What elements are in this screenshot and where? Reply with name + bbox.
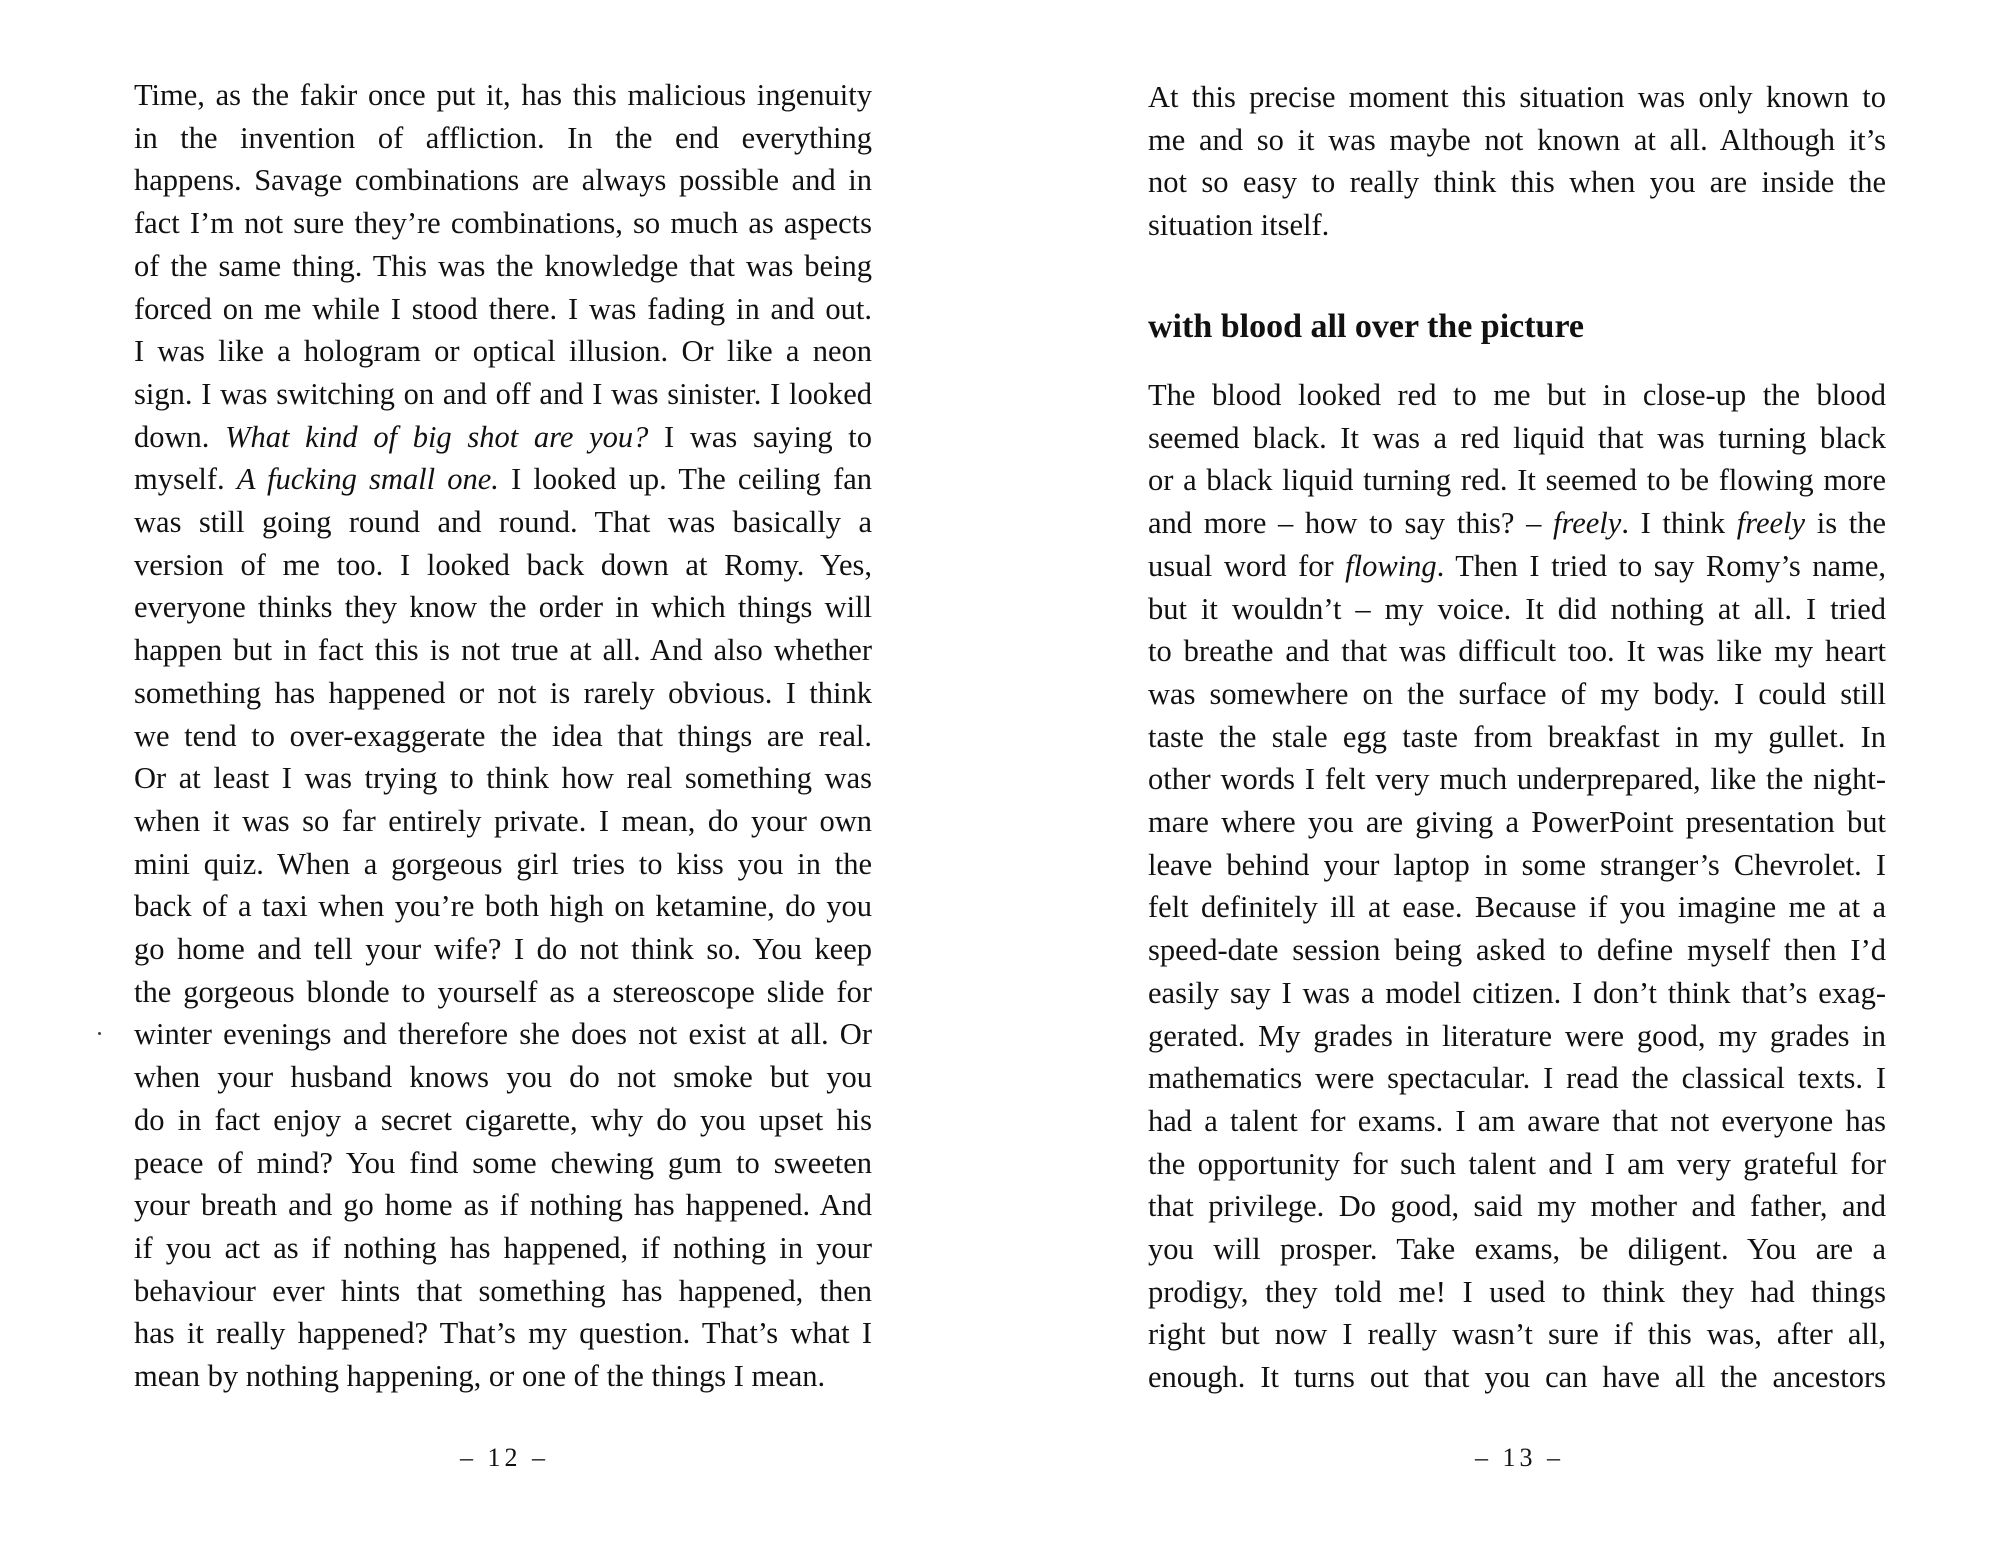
text-line: forced on me while I stood there. I was fading in and out. — [134, 291, 872, 326]
text-line: down. What kind of big shot are you? I was saying to — [134, 419, 872, 454]
text-line: other words I felt very much underprepared, like the night- — [1148, 762, 1886, 797]
text-line: usual word for flowing. Then I tried to say Romy’s name, — [1148, 548, 1886, 583]
text-line: something has happened or not is rarely obvious. I think — [134, 675, 872, 710]
text-line: fact I’m not sure they’re combinations, so much as aspects — [134, 206, 872, 241]
text-line: Or at least I was trying to think how real something was — [134, 761, 872, 796]
text-line: in the invention of affliction. In the end everything — [134, 120, 872, 155]
italic-phrase: freely — [1553, 506, 1622, 541]
right-page-intro — [1148, 76, 1886, 247]
text-line: me and so it was maybe not known at all. Although it’s — [1148, 122, 1886, 157]
text-line: to breathe and that was difficult too. It was like my heart — [1148, 634, 1886, 669]
text-line: that privilege. Do good, said my mother and father, and — [1148, 1189, 1886, 1224]
right-page-body — [1148, 374, 1886, 1399]
text-line: happen but in fact this is not true at all. And also whether — [134, 633, 872, 668]
text-line: winter evenings and therefore she does not exist at all. Or — [134, 1017, 872, 1052]
print-speck — [98, 1032, 101, 1035]
left-page — [134, 0, 872, 1551]
text-line: peace of mind? You find some chewing gum to sweeten — [134, 1145, 872, 1180]
text-line: had a talent for exams. I am aware that not everyone has — [1148, 1103, 1886, 1138]
text-line: if you act as if nothing has happened, if nothing in your — [134, 1230, 872, 1265]
text-line: we tend to over-exaggerate the idea that things are real. — [134, 718, 872, 753]
text-line: Time, as the fakir once put it, has this malicious ingenuity — [134, 78, 872, 112]
text-line: sign. I was switching on and off and I was sinister. I looked — [134, 376, 872, 411]
text-line: leave behind your laptop in some stranger’s Chevrolet. I — [1148, 847, 1886, 882]
italic-phrase: What kind of big shot are you? — [225, 419, 649, 454]
text-line: the opportunity for such talent and I am very grateful for — [1148, 1146, 1886, 1181]
text-line: or a black liquid turning red. It seemed to be flowing more — [1148, 463, 1886, 498]
text-line: mare where you are giving a PowerPoint presentation but — [1148, 805, 1886, 840]
text-line: has it really happened? That’s my question. That’s what I — [134, 1316, 872, 1351]
text-line: your breath and go home as if nothing has happened. And — [134, 1188, 872, 1223]
text-line: mean by nothing happening, or one of the things I mean. — [134, 1359, 826, 1394]
text-line: but it wouldn’t – my voice. It did nothing at all. I tried — [1148, 591, 1886, 626]
text-line: was somewhere on the surface of my body. I could still — [1148, 676, 1886, 711]
text-line: situation itself. — [1148, 208, 1330, 243]
text-line: go home and tell your wife? I do not think so. You keep — [134, 932, 872, 967]
text-line: gerated. My grades in literature were good, my grades in — [1148, 1018, 1886, 1053]
text-line: easily say I was a model citizen. I don’t think that’s exag- — [1148, 975, 1886, 1010]
text-line: do in fact enjoy a secret cigarette, why do you upset his — [134, 1102, 872, 1137]
text-line: version of me too. I looked back down at Romy. Yes, — [134, 547, 872, 582]
page-number-left: – 12 – — [460, 1443, 549, 1472]
text-line: myself. A fucking small one. I looked up. The ceiling fan — [134, 462, 873, 497]
italic-phrase: flowing — [1345, 548, 1437, 583]
section-heading: with blood all over the picture — [1148, 308, 1585, 345]
text-line: you will prosper. Take exams, be diligent. You are a — [1148, 1232, 1886, 1267]
text-line: not so easy to really think this when you are inside the — [1148, 165, 1886, 200]
page-number-right: – 13 – — [1475, 1443, 1564, 1472]
text-line: The blood looked red to me but in close-up the blood — [1148, 378, 1886, 412]
text-line: felt definitely ill at ease. Because if you imagine me at a — [1148, 890, 1886, 925]
text-line: when it was so far entirely private. I mean, do your own — [134, 803, 872, 838]
text-line: when your husband knows you do not smoke but you — [134, 1060, 872, 1095]
text-line: of the same thing. This was the knowledge that was being — [134, 248, 872, 283]
text-line: everyone thinks they know the order in which things will — [134, 590, 872, 625]
right-page — [1148, 0, 1886, 1551]
text-line: back of a taxi when you’re both high on ketamine, do you — [134, 889, 872, 924]
text-line: and more – how to say this? – freely. I think freely is the — [1148, 506, 1887, 541]
text-line: right but now I really wasn’t sure if this was, after all, — [1148, 1317, 1886, 1352]
text-line: prodigy, they told me! I used to think they had things — [1148, 1274, 1886, 1309]
text-line: I was like a hologram or optical illusion. Or like a neon — [134, 334, 872, 369]
text-line: behaviour ever hints that something has happened, then — [134, 1273, 872, 1308]
text-line: At this precise moment this situation was only known to — [1148, 80, 1886, 114]
text-line: mathematics were spectacular. I read the classical texts. I — [1148, 1061, 1886, 1096]
italic-phrase: freely — [1736, 506, 1806, 541]
text-line: the gorgeous blonde to yourself as a stereoscope slide for — [134, 974, 872, 1009]
italic-phrase: A fucking small one. — [236, 462, 499, 497]
left-page-body — [134, 74, 872, 1398]
text-line: mini quiz. When a gorgeous girl tries to kiss you in the — [134, 846, 872, 881]
text-line: taste the stale egg taste from breakfast in my gullet. In — [1148, 719, 1886, 754]
text-line: speed-date session being asked to define myself then I’d — [1148, 933, 1886, 968]
text-line: happens. Savage combinations are always possible and in — [134, 163, 872, 198]
text-line: seemed black. It was a red liquid that was turning black — [1148, 420, 1886, 455]
text-line: enough. It turns out that you can have all the ancestors — [1148, 1360, 1886, 1395]
text-line: was still going round and round. That was basically a — [134, 505, 872, 540]
